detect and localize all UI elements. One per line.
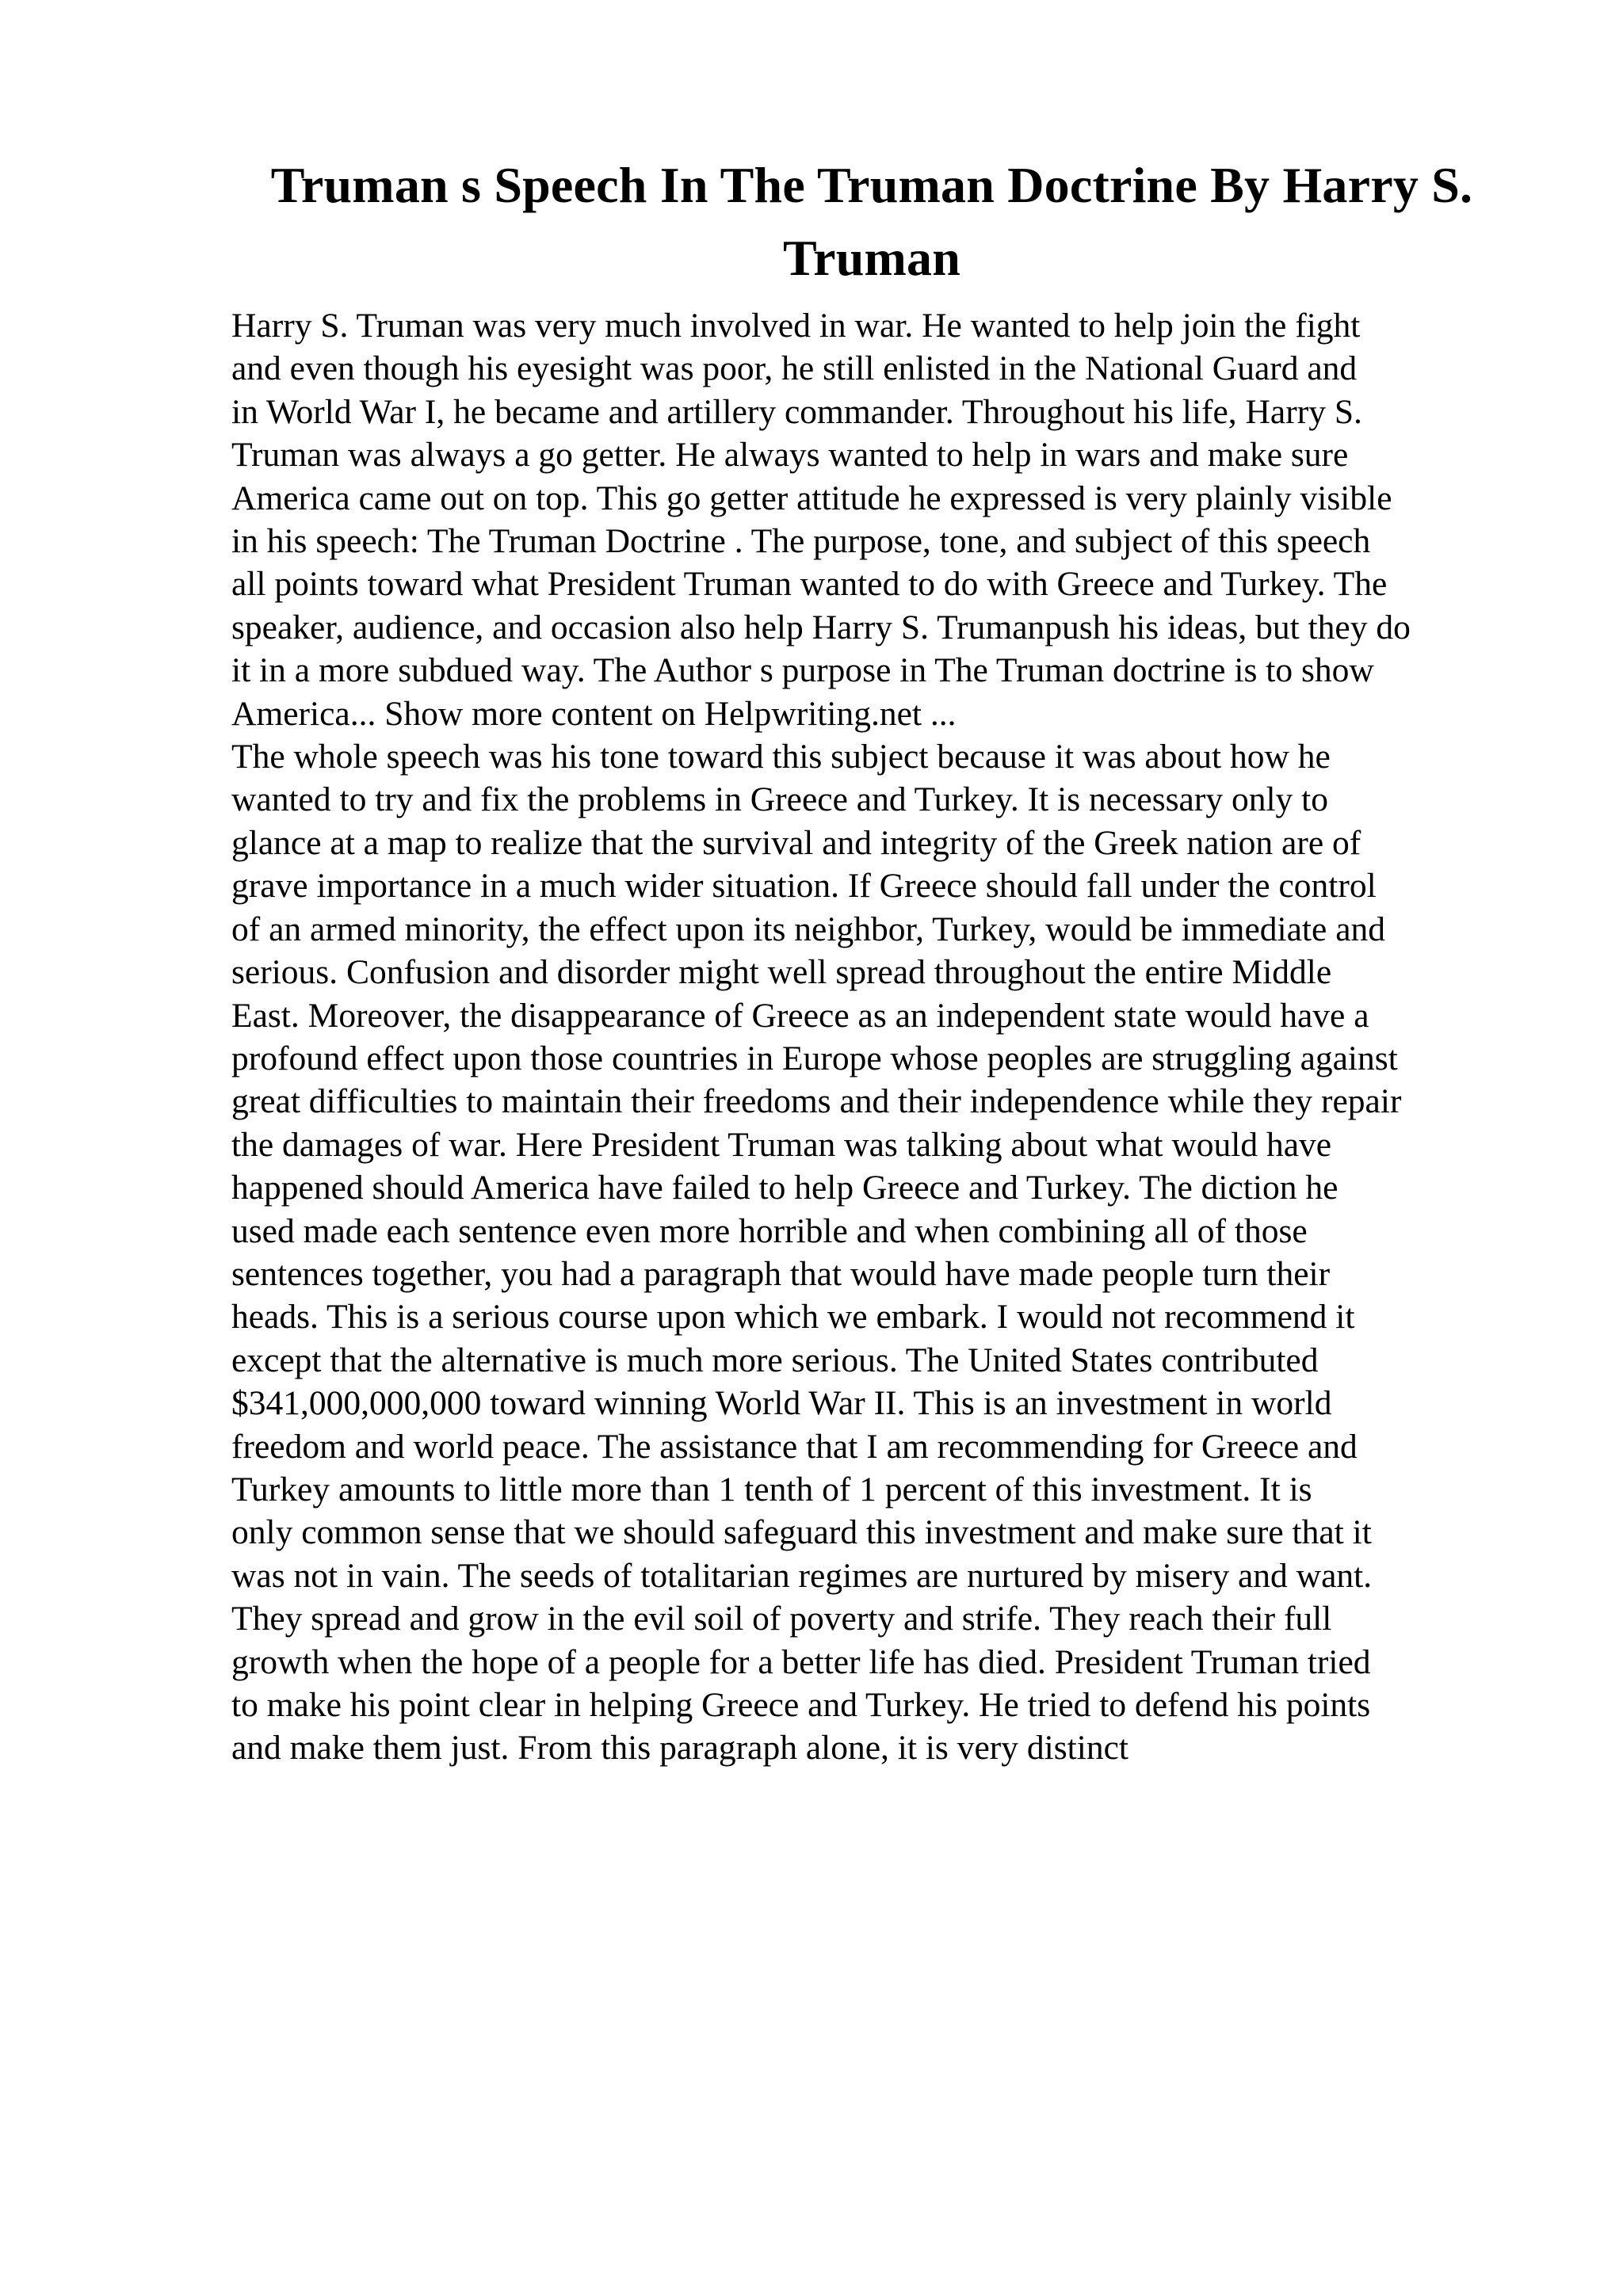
body-text-line: of an armed minority, the effect upon its neighbor, Turkey, would be immediate and	[231, 910, 1385, 948]
body-text-line: great difficulties to maintain their freedoms and their independence while they repair	[231, 1082, 1402, 1121]
body-text-line: used made each sentence even more horrible and when combining all of those	[231, 1211, 1308, 1250]
body-text-line: wanted to try and fix the problems in Greece and Turkey. It is necessary only to	[231, 780, 1329, 819]
body-text-line: They spread and grow in the evil soil of poverty and strife. They reach their full	[231, 1600, 1332, 1638]
body-text-line: it in a more subdued way. The Author s purpose in The Truman doctrine is to show	[231, 651, 1374, 690]
body-text-line: profound effect upon those countries in Europe whose peoples are struggling against	[231, 1039, 1398, 1077]
body-text-line: serious. Confusion and disorder might well spread throughout the entire Middle	[231, 953, 1332, 992]
body-text-line: to make his point clear in helping Greece and Turkey. He tried to defend his points	[231, 1686, 1371, 1724]
body-text-line: Truman was always a go getter. He always wanted to help in wars and make sure	[231, 436, 1349, 475]
body-text-line: $341,000,000,000 toward winning World War II. This is an investment in world	[231, 1384, 1332, 1423]
body-text-line: the damages of war. Here President Truman was talking about what would have	[231, 1125, 1332, 1164]
body-text-line: except that the alternative is much more serious. The United States contributed	[231, 1341, 1319, 1379]
body-text-line: freedom and world peace. The assistance that I am recommending for Greece and	[231, 1427, 1358, 1466]
body-text-line: glance at a map to realize that the survival and integrity of the Greek nation are of	[231, 823, 1361, 862]
body-text-line: The whole speech was his tone toward this subject because it was about how he	[231, 738, 1331, 776]
body-text-line: growth when the hope of a people for a better life has died. President Truman tried	[231, 1642, 1371, 1681]
body-text-line: America came out on top. This go getter attitude he expressed is very plainly visible	[231, 479, 1392, 517]
body-text-line: and even though his eyesight was poor, he still enlisted in the National Guard and	[231, 349, 1358, 388]
body-text-line: was not in vain. The seeds of totalitarian regimes are nurtured by misery and want.	[231, 1556, 1373, 1595]
body-text-line: grave importance in a much wider situation. If Greece should fall under the control	[231, 867, 1377, 906]
body-text-line: sentences together, you had a paragraph that would have made people turn their	[231, 1254, 1331, 1293]
body-text-line: all points toward what President Truman wanted to do with Greece and Turkey. The	[231, 565, 1388, 604]
body-text-line: in his speech: The Truman Doctrine . The purpose, tone, and subject of this speech	[231, 522, 1371, 561]
body-text-line: Turkey amounts to little more than 1 tenth of 1 percent of this investment. It is	[231, 1470, 1312, 1508]
document-title: Truman s Speech In The Truman Doctrine By Harry S. Truman	[270, 157, 1473, 286]
body-text-line: in World War I, he became and artillery commander. Throughout his life, Harry S.	[231, 392, 1362, 431]
body-text-line: heads. This is a serious course upon which we embark. I would not recommend it	[231, 1298, 1355, 1337]
body-text-line: America... Show more content on Helpwriting.net ...	[231, 694, 957, 733]
body-text-line: happened should America have failed to help Greece and Turkey. The diction he	[231, 1169, 1338, 1207]
body-text-line: East. Moreover, the disappearance of Greece as an independent state would have a	[231, 996, 1369, 1035]
body-text-line: Harry S. Truman was very much involved in war. He wanted to help join the fight	[231, 307, 1361, 345]
body-text-line: and make them just. From this paragraph alone, it is very distinct	[231, 1729, 1128, 1768]
document-body	[231, 304, 1531, 1770]
body-text-line: speaker, audience, and occasion also help Harry S. Trumanpush his ideas, but they do	[231, 608, 1411, 646]
body-text-line: only common sense that we should safeguard this investment and make sure that it	[231, 1513, 1372, 1552]
